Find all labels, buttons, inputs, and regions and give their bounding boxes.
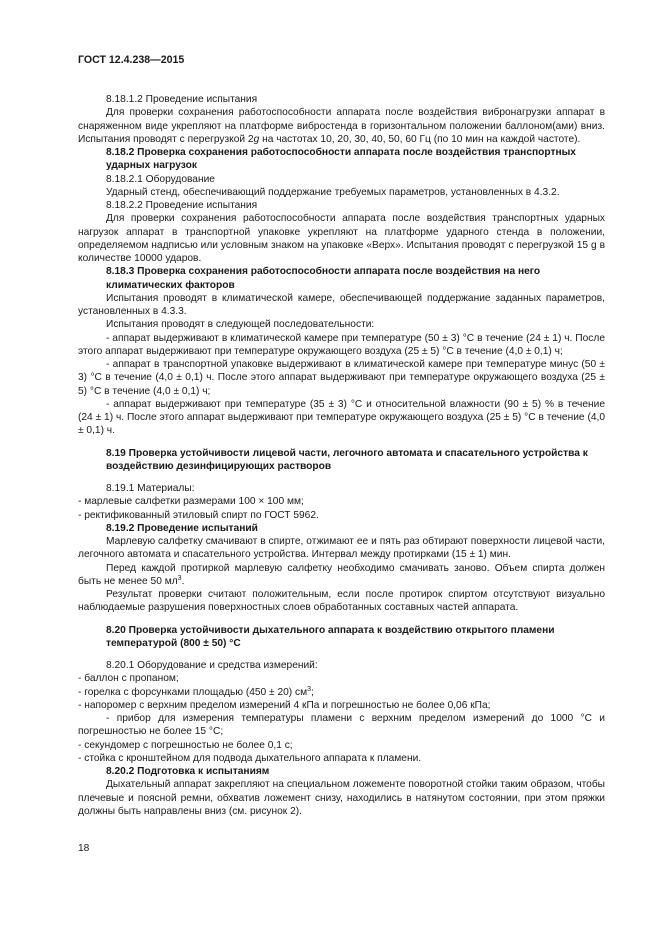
- list-item: - горелка с форсунками площадью (450 ± 20) $см^3$;: [78, 685, 314, 698]
- list-item: - напоромер с верхним пределом измерений 4 кПа и погрешностью не более 0,06 кПа;: [78, 699, 491, 711]
- paragraph: Испытания проводят в климатической камере, обеспечивающей поддержание заданных параметров, установленных в 4.3.3.: [78, 292, 605, 317]
- section-heading: 8.19 Проверка устойчивости лицевой части, легочного автомата и спасательного устройства к воздействию дезинфицирующих растворов: [106, 447, 588, 472]
- subsection-heading: 8.18.2.1 Оборудование: [106, 173, 215, 185]
- section-heading: 8.20 Проверка устойчивости дыхательного аппарата к воздействию открытого пламени температурой (800 ± 50) °С: [106, 624, 555, 649]
- list-item: - аппарат выдерживают в климатической камере при температуре (50 ± 3) °С в течение (24 ± 1) ч. После этого аппарат выдерживают при температуре окружающего воздуха (25 ± 5) °С в течение (4,0 ± 0,1) ч;: [78, 332, 605, 357]
- page-number: 18: [78, 843, 90, 854]
- paragraph: Испытания проводят в следующей последовательности:: [106, 319, 375, 331]
- paragraph: Марлевую салфетку смачивают в спирте, отжимают ее и пять раз обтирают поверхности лицевой части, легочного автомата и спасательного устройства. Интервал между протирками (15 ± 1) мин.: [78, 536, 605, 561]
- list-item: - прибор для измерения температуры пламени с верхним пределом измерений до 1000 °С и погрешностью не более 15 °С;: [78, 713, 605, 738]
- list-item: - ректификованный этиловый спирт по ГОСТ 5962.: [78, 509, 319, 521]
- list-item: - аппарат в транспортной упаковке выдерживают в климатической камере при температуре минус (50 ± 3) °С в течение (4,0 ± 0,1) ч. После этого аппарат выдерживают при температуре окружающего воздуха (25 ± 5) °С в течение (4,0 ± 0,1) ч;: [78, 359, 605, 397]
- page-header: ГОСТ 12.4.238—2015: [78, 54, 185, 66]
- subsection-heading: 8.18.2.2 Проведение испытания: [106, 200, 258, 211]
- list-item: - марлевые салфетки размерами 100 × 100 мм;: [78, 496, 304, 508]
- section-heading: 8.18.3 Проверка сохранения работоспособности аппарата после воздействия на него климатических факторов: [106, 266, 541, 291]
- section-heading: 8.19.2 Проведение испытаний: [106, 522, 258, 534]
- paragraph: Перед каждой протиркой марлевую салфетку необходимо смачивать заново. Объем спирта должен быть не менее 50 $мл^3$.: [78, 562, 605, 587]
- paragraph: Ударный стенд, обеспечивающий поддержание требуемых параметров, установленных в 4.3.2.: [106, 186, 560, 198]
- subsection-heading: 8.20.1 Оборудование и средства измерений:: [106, 660, 318, 671]
- paragraph: Для проверки сохранения работоспособности аппарата после воздействия вибронагрузки аппарат в снаряженном виде укрепляют на платформе вибростенда в горизонтальном положении баллоном(ами) вниз. Испытания проводят с перегрузкой 2g на частотах 10, 20, 30, 40, 50, 60 Гц (по 10 мин на каждой частоте).: [78, 107, 605, 145]
- subsection-heading: 8.19.1 Материалы:: [106, 483, 195, 494]
- section-heading: 8.18.2 Проверка сохранения работоспособности аппарата после воздействия транспортных ударных нагрузок: [106, 147, 576, 172]
- section-heading: 8.20.2 Подготовка к испытаниям: [106, 766, 270, 777]
- paragraph: Результат проверки считают положительным, если после протирок спиртом отсутствуют визуально наблюдаемые разрушения поверхностных слоев обработанных составных частей аппарата.: [78, 589, 605, 614]
- list-item: - секундомер с погрешностью не более 0,1 с;: [78, 739, 293, 751]
- page-content: [78, 93, 605, 818]
- list-item: - баллон с пропаном;: [78, 673, 179, 685]
- subsection-heading: 8.18.1.2 Проведение испытания: [106, 94, 258, 105]
- list-item: - стойка с кронштейном для подвода дыхательного аппарата к пламени.: [78, 752, 422, 764]
- paragraph: Дыхательный аппарат закрепляют на специальном ложементе поворотной стойки таким образом, чтобы плечевые и поясной ремни, обхватив ложемент снизу, находились в натянутом состоянии, при этом пряжки должны быть направлены вниз (см. рисунок 2).: [78, 779, 605, 817]
- paragraph: Для проверки сохранения работоспособности аппарата после воздействия транспортных ударных нагрузок аппарат в транспортной упаковке укрепляют на платформе ударного стенда в положении, определяемом надписью или условным знаком на упаковке «Верх». Испытания проводят с перегрузкой 15 g в количестве 10000 ударов.: [78, 213, 605, 264]
- list-item: - аппарат выдерживают при температуре (35 ± 3) °С и относительной влажности (90 ± 5) % в течение (24 ± 1) ч. После этого аппарат выдерживают при температуре окружающего воздуха (25 ± 5) °С в течение (4,0 ± 0,1) ч.: [78, 398, 605, 437]
